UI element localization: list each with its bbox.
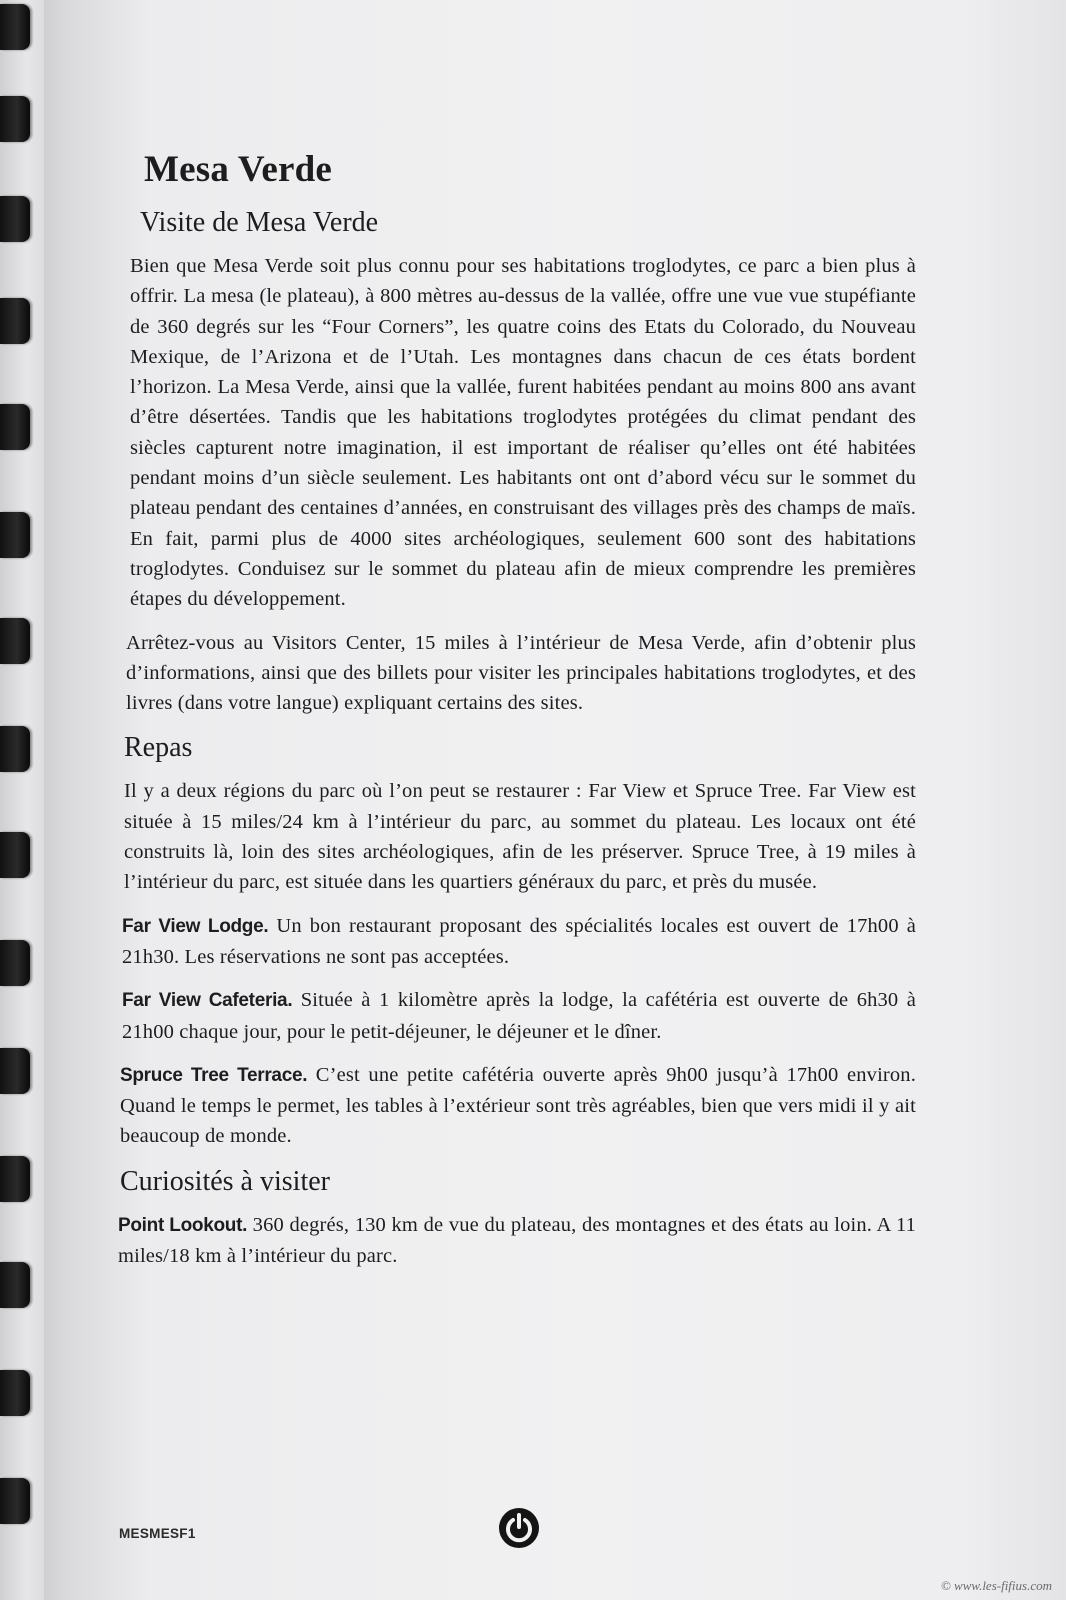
spiral-binding: [0, 0, 44, 1600]
repas-item-name: Spruce Tree Terrace.: [120, 1064, 308, 1086]
binding-ring: [0, 1048, 30, 1094]
binding-ring: [0, 1156, 30, 1202]
binding-ring: [0, 940, 30, 986]
repas-item-text: Située à 1 kilomètre après la lodge, la cafétéria est ouverte de 6h30 à 21h00 chaque jour, pour le petit-déjeuner, le déjeuner et le dîner.: [122, 989, 916, 1043]
repas-item-far-view-cafeteria: [122, 985, 916, 1047]
binding-ring: [0, 96, 30, 142]
repas-paragraph: Il y a deux régions du parc où l’on peut se restaurer : Far View et Spruce Tree. Far View est située à 15 miles/24 km à l’intérieur du parc, au sommet du plateau. Les locaux ont été construits là, loin des sites archéologiques, afin de les préserver. Spruce Tree, à 19 miles à l’intérieur du parc, est située dans les quartiers généraux du parc, et près du musée.: [124, 780, 916, 894]
repas-item-spruce-tree-terrace: [120, 1060, 916, 1152]
section-heading-repas: Repas: [124, 732, 193, 764]
binding-ring: [0, 404, 30, 450]
power-circle-icon: [497, 1506, 541, 1550]
curiosites-item-text: 360 degrés, 130 km de vue du plateau, des montagnes et des états au loin. A 11 miles/18 km à l’intérieur du parc.: [118, 1213, 916, 1268]
repas-item-far-view-lodge: [122, 911, 916, 973]
curiosites-item-name: Point Lookout.: [118, 1214, 248, 1236]
footer-code: MESMESF1: [119, 1526, 196, 1541]
binding-ring: [0, 298, 30, 344]
page-title: Mesa Verde: [144, 149, 332, 190]
repas-item-text: C’est une petite cafétéria ouverte après 9h00 jusqu’à 17h00 environ. Quand le temps le permet, les tables à l’extérieur sont très agréables, bien que vers midi il y ait beaucoup de monde.: [120, 1063, 916, 1148]
binding-ring: [0, 4, 30, 50]
section-heading-visite: Visite de Mesa Verde: [140, 207, 379, 238]
binding-ring: [0, 512, 30, 558]
binding-ring: [0, 196, 30, 242]
curiosites-item-point-lookout: [118, 1210, 916, 1272]
watermark: © www.les-fifius.com: [940, 1578, 1052, 1593]
section-heading-curiosites: Curiosités à visiter: [120, 1165, 330, 1197]
repas-item-name: Far View Lodge.: [122, 915, 269, 937]
document-page: [116, 148, 916, 1284]
binding-ring: [0, 726, 30, 772]
binding-ring: [0, 618, 30, 664]
binding-ring: [0, 1370, 30, 1416]
binding-ring: [0, 832, 30, 878]
repas-item-name: Far View Cafeteria.: [122, 990, 293, 1012]
intro-paragraph-2: Arrêtez-vous au Visitors Center, 15 miles à l’intérieur de Mesa Verde, afin d’obtenir plus d’informations, ainsi que des billets pour visiter les principales habitations troglodytes, et des livres (dans votre langue) expliquant certains des sites.: [126, 631, 916, 715]
binding-ring: [0, 1478, 30, 1524]
binding-ring: [0, 1262, 30, 1308]
repas-item-text: Un bon restaurant proposant des spécialités locales est ouvert de 17h00 à 21h30. Les réservations ne sont pas acceptées.: [122, 914, 916, 968]
intro-paragraph-1: Bien que Mesa Verde soit plus connu pour ses habitations troglodytes, ce parc a bien plus à offrir. La mesa (le plateau), à 800 mètres au-dessus de la vallée, offre une vue vue stupéfiante de 360 degrés sur les “Four Corners”, les quatre coins des Etats du Colorado, du Nouveau Mexique, de l’Arizona et de l’Utah. Les montagnes dans chacun de ces états bordent l’horizon. La Mesa Verde, ainsi que la vallée, furent habitées pendant au moins 800 ans avant d’être désertées. Tandis que les habitations troglodytes protégées du climat pendant des siècles capturent notre imagination, il est important de réaliser qu’elles ont été habitées pendant moins d’un siècle seulement. Les habitants ont ont d’abord vécu sur le sommet du plateau pendant des centaines d’années, en construisant des villages près des champs de maïs. En fait, parmi plus de 4000 sites archéologiques, seulement 600 sont des habitations troglodytes. Conduisez sur le sommet du plateau afin de mieux comprendre les premières étapes du développement.: [130, 255, 916, 611]
